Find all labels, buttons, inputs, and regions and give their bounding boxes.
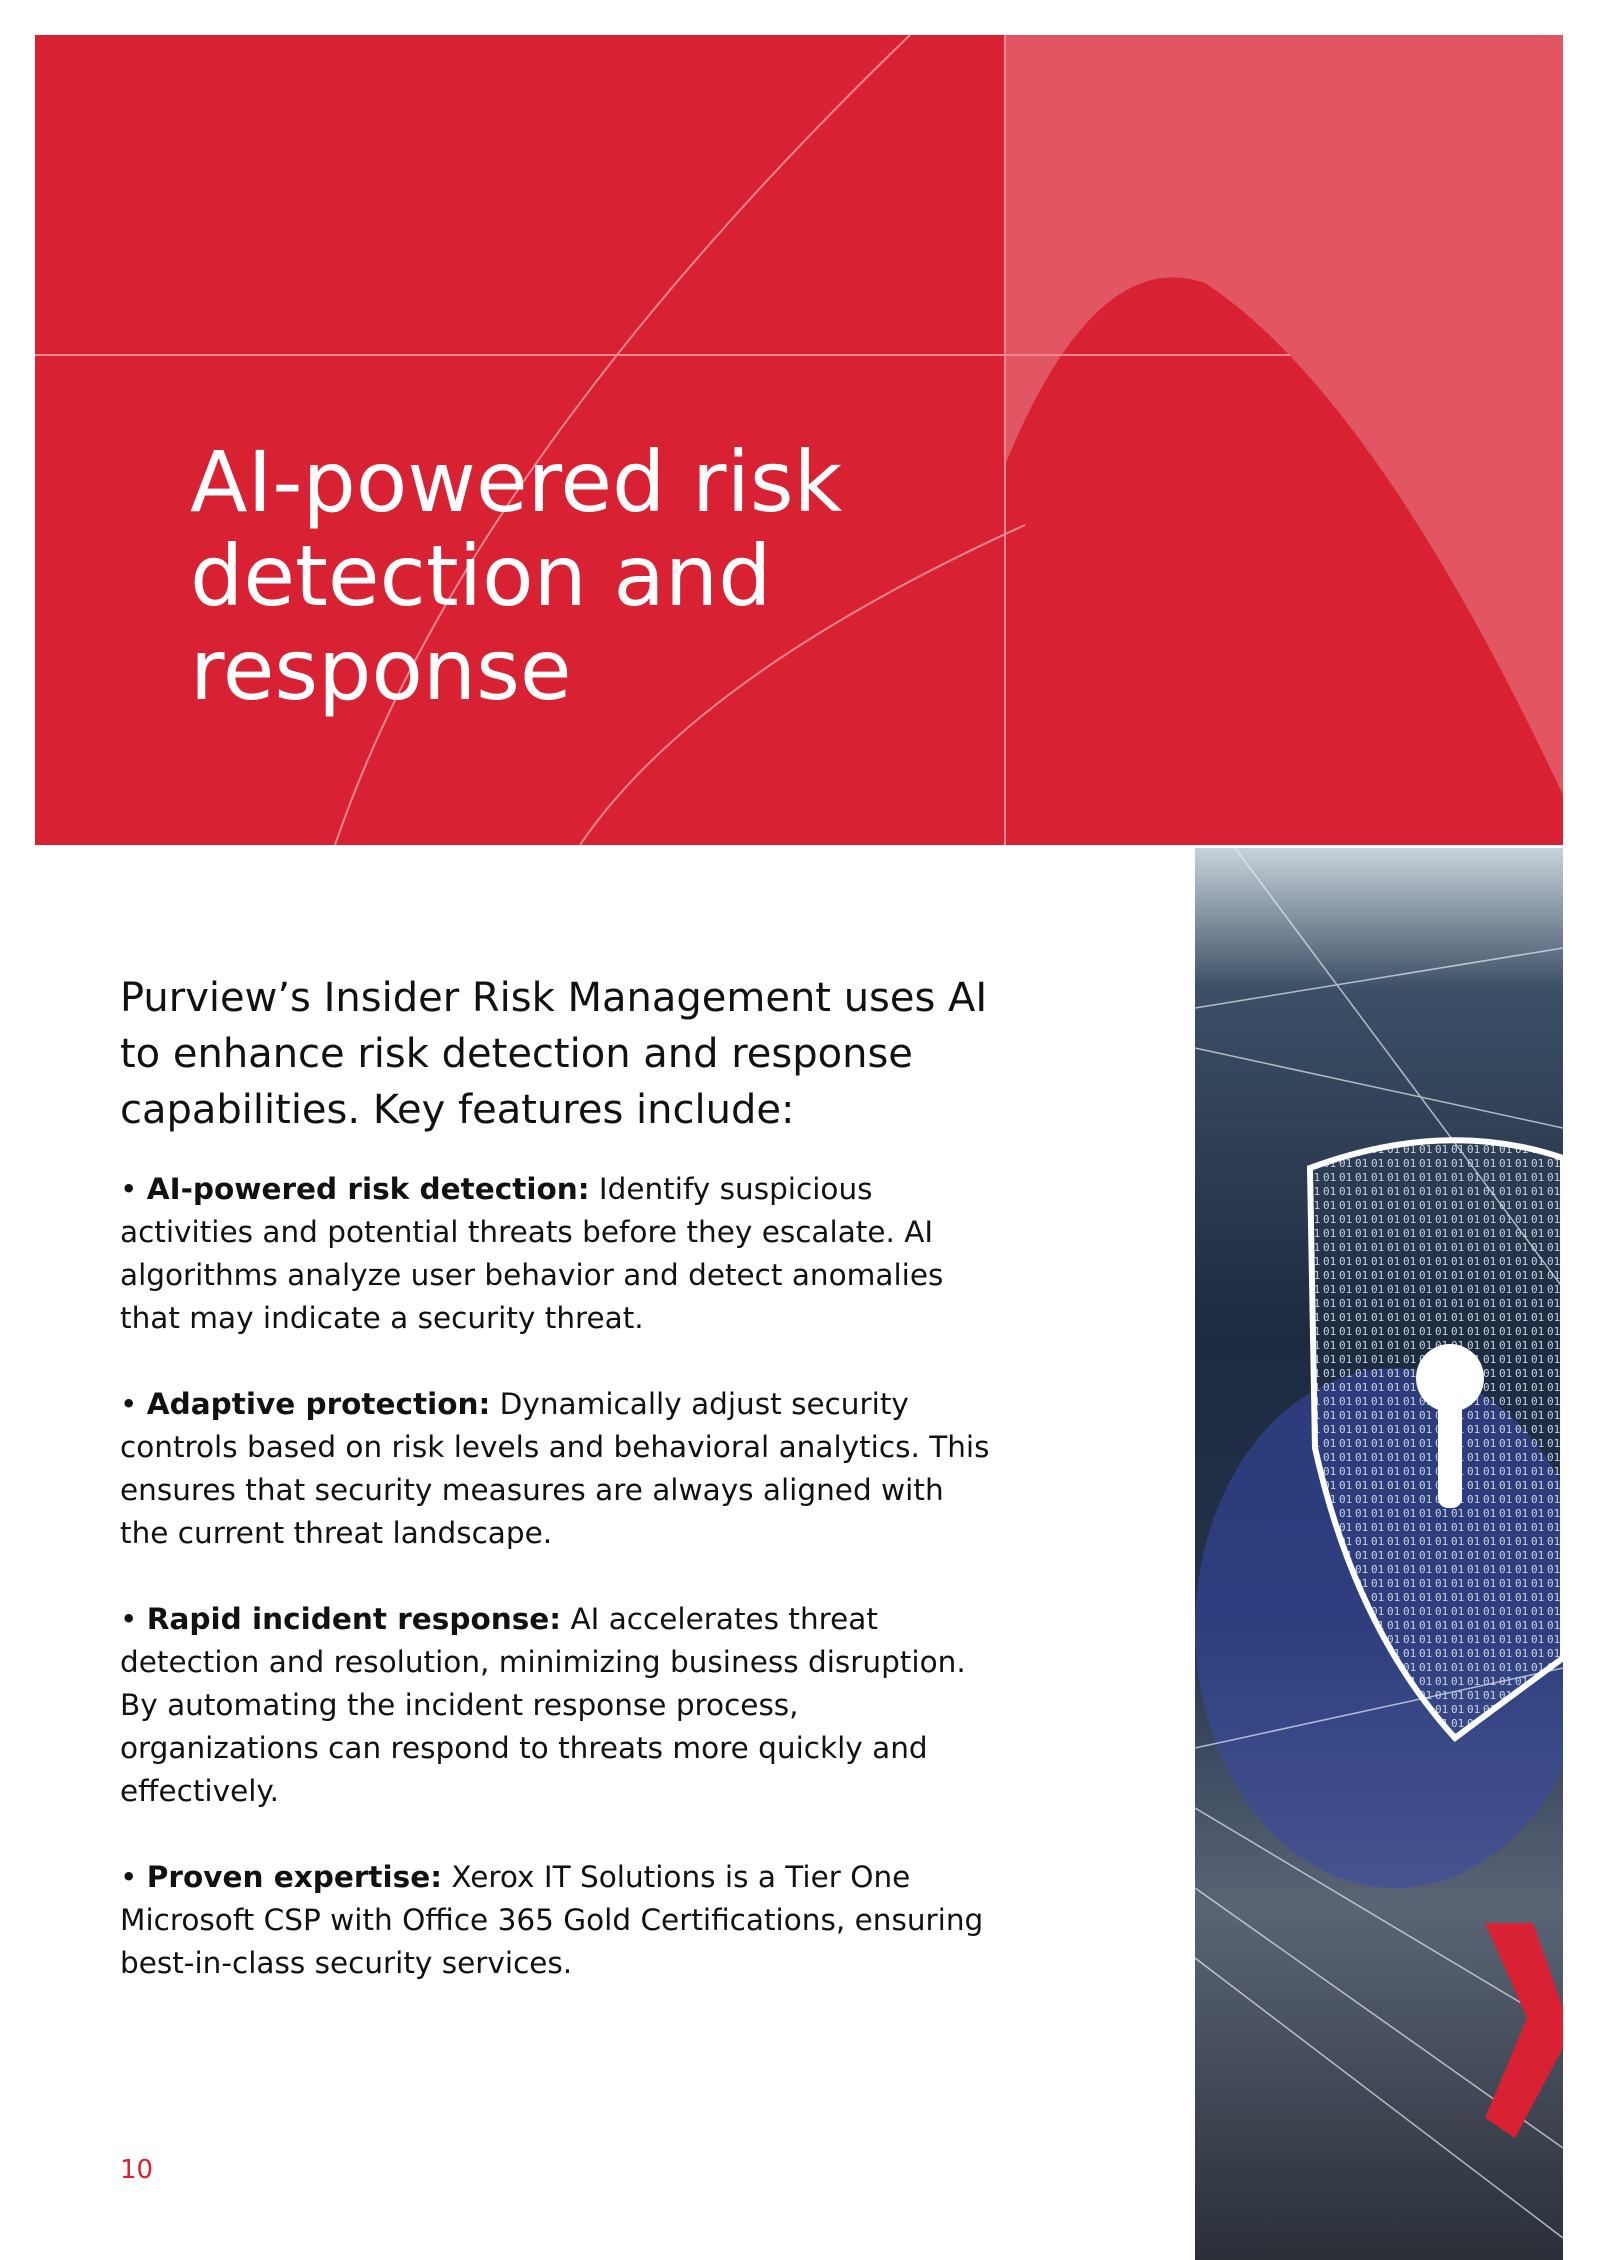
feature-text: Xerox IT Solutions is a Tier One Microsoft CSP with Office 365 Gold Certifications, ensuring best-in-class security services. bbox=[120, 1860, 984, 1980]
feature-text: Dynamically adjust security controls based on risk levels and behavioral analytics. This ensures that security measures are always aligned with the current threat landscape. bbox=[120, 1387, 990, 1550]
feature-text: Identify suspicious activities and potential threats before they escalate. AI algorithms analyze user behavior and detect anomalies that may indicate a security threat. bbox=[120, 1172, 944, 1335]
feature-label: AI-powered risk detection: bbox=[146, 1172, 590, 1206]
bullet: • bbox=[120, 1602, 147, 1636]
hero-banner bbox=[35, 35, 1563, 845]
bullet: • bbox=[120, 1860, 147, 1894]
feature-item bbox=[120, 1383, 990, 1555]
page-title: AI-powered risk detection and response bbox=[190, 433, 843, 719]
feature-item bbox=[120, 1856, 990, 1985]
feature-text: AI accelerates threat detection and resolution, minimizing business disruption. By automating the incident response process, organizations can respond to threats more quickly and effectively. bbox=[120, 1602, 966, 1808]
intro-paragraph: Purview’s Insider Risk Management uses AI to enhance risk detection and response capabilities. Key features include: bbox=[120, 975, 988, 1133]
main-content bbox=[120, 970, 990, 2028]
feature-label: Proven expertise: bbox=[146, 1860, 443, 1894]
chevron-right-icon bbox=[1485, 1923, 1563, 2138]
bullet: • bbox=[120, 1172, 147, 1206]
page-number: 10 bbox=[120, 2155, 154, 2185]
feature-label: Adaptive protection: bbox=[146, 1387, 491, 1421]
security-photo bbox=[1195, 848, 1563, 2260]
bullet: • bbox=[120, 1387, 147, 1421]
feature-item bbox=[120, 1168, 990, 1340]
feature-item bbox=[120, 1598, 990, 1813]
feature-label: Rapid incident response: bbox=[146, 1602, 562, 1636]
